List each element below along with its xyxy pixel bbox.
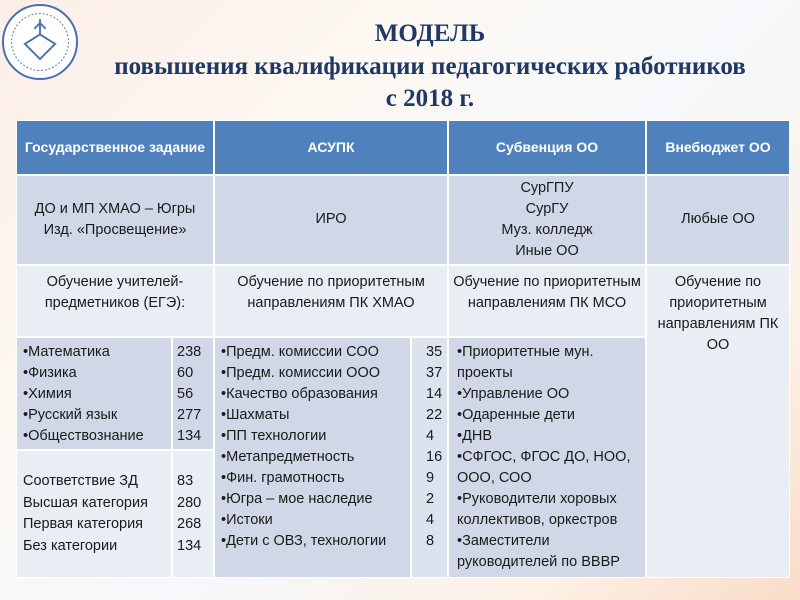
category-count: 83 [177,473,194,489]
asupk-count: 4 [426,428,435,444]
subvention-item: •СФГОС, ФГОС ДО, НОО, [457,449,631,465]
subvention-item: •ДНВ [457,428,493,444]
subvention-item: руководителей по ВВВР [457,554,620,570]
asupk-item: •Метапредметность [221,449,355,465]
header-gos: Государственное задание [16,120,214,175]
category-count: 280 [177,494,202,511]
org-name: Муз. колледж [501,222,593,238]
subvention-item: ООО, СОО [457,470,532,486]
subject-count: 277 [177,407,202,423]
asupk-counts [411,337,448,578]
asupk-item: •Дети с ОВЗ, технологии [221,533,387,549]
asupk-count: 9 [426,470,435,486]
orgs-gos [16,175,214,265]
header-subvention: Субвенция ОО [448,120,646,175]
org-name: Изд. «Просвещение» [43,222,187,238]
subject-name: •Математика [23,344,110,360]
subject-name: •Химия [23,386,72,402]
category-name: Без категории [23,537,118,554]
asupk-item: •Шахматы [221,407,290,423]
asupk-items [214,337,411,578]
category-name: Первая категория [23,516,144,532]
subject-name: •Физика [23,365,77,381]
subject-count: 134 [177,428,202,444]
subject-count: 56 [177,386,194,402]
training-vnebudzhet: Обучение по приоритетным направлениям ПК ОО [646,265,790,578]
subject-name: •Русский язык [23,407,118,423]
categories-list [16,450,172,578]
title-line3: с 2018 г. [385,85,475,112]
header-vnebudzhet: Внебюджет ОО [646,120,790,175]
asupk-item: •ПП технологии [221,428,327,444]
category-count: 134 [177,537,202,554]
subject-count: 238 [177,344,202,360]
asupk-count: 16 [426,449,443,465]
subvention-item: •Приоритетные мун. [457,344,594,360]
org-name: ДО и МП ХМАО – Югры [34,200,196,217]
subjects-list [16,337,172,450]
subject-name: •Обществознание [23,428,144,444]
asupk-count: 14 [426,386,443,402]
categories-counts [172,450,214,578]
subvention-items [448,337,646,578]
orgs-asupk: ИРО [214,175,448,265]
asupk-item: •Предм. комиссии СОО [221,344,379,360]
subvention-item: •Заместители [457,533,550,549]
subvention-item: проекты [457,365,513,381]
orgs-vnebudzhet: Любые ОО [646,175,790,265]
subvention-item: •Управление ОО [457,386,570,402]
asupk-count: 2 [426,491,435,507]
subvention-item: •Руководители хоровых [457,491,617,507]
training-gos: Обучение учителей-предметников (ЕГЭ): [16,265,214,337]
asupk-item: •Качество образования [221,386,378,402]
asupk-count: 22 [426,407,443,423]
asupk-count: 35 [426,344,443,360]
org-name: СурГПУ [520,180,574,196]
title-line1: МОДЕЛЬ [374,20,486,47]
category-name: Высшая категория [23,494,148,511]
title-line2: повышения квалификации педагогических работников [114,53,746,80]
training-subvention: Обучение по приоритетным направлениям ПК МСО [448,265,646,337]
asupk-count: 8 [426,533,435,549]
subvention-item: •Одаренные дети [457,407,576,423]
asupk-count: 4 [426,512,435,528]
org-name: СурГУ [525,201,569,217]
asupk-item: •Истоки [221,512,273,528]
asupk-item: •Предм. комиссии ООО [221,365,380,381]
category-name: Соответствие ЗД [23,473,138,489]
subject-count: 60 [177,365,194,381]
subvention-item: коллективов, оркестров [457,512,618,528]
asupk-item: •Фин. грамотность [221,470,345,486]
training-asupk: Обучение по приоритетным направлениям ПК ХМАО [214,265,448,337]
orgs-subvention [448,175,646,265]
header-asupk: АСУПК [214,120,448,175]
asupk-item: •Югра – мое наследие [221,491,373,507]
org-name: Иные ОО [515,243,579,259]
asupk-count: 37 [426,365,443,381]
category-count: 268 [177,516,202,532]
subjects-counts [172,337,214,450]
